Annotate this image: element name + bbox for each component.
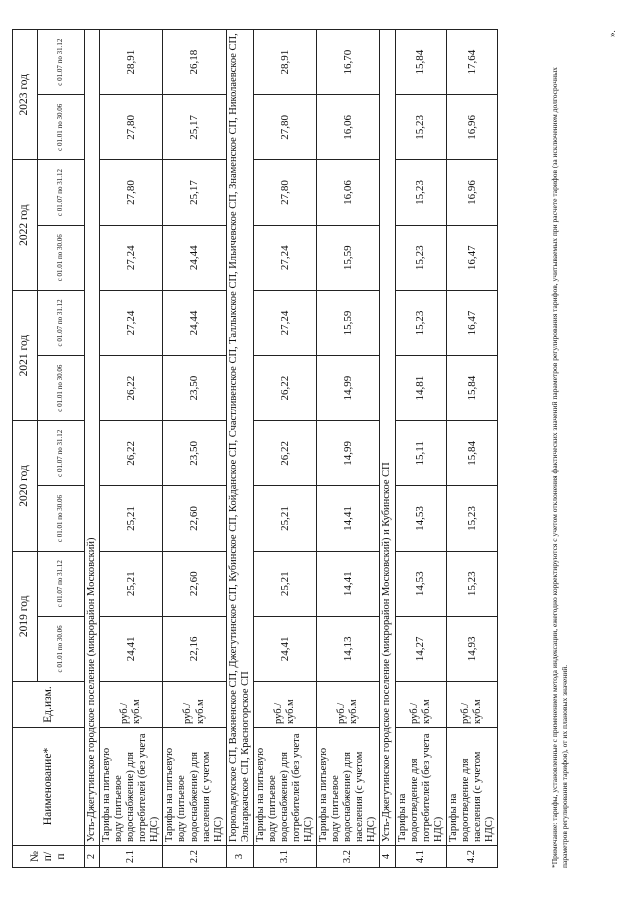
tariff-value: 16,47	[446, 225, 497, 290]
tariff-value: 26,22	[100, 421, 163, 486]
tariff-value: 15,23	[395, 95, 446, 160]
tariff-value: 15,59	[317, 290, 380, 355]
header-year: 2021 год	[13, 290, 38, 420]
tariff-value: 25,21	[253, 486, 316, 551]
row-number: 2	[85, 846, 100, 868]
tariff-value: 15,23	[395, 225, 446, 290]
footnote: *Примечание: тарифы, установленные с применением метода индексации, ежегодно корректируются с учетом отклонения фактических значений параметров регулирования тарифов, учитываемых при расчете тарифов (за исключением долгосрочных параметров регулирования тарифов), от их плановых значений.	[550, 67, 569, 868]
row-number: 4	[380, 846, 395, 868]
tariff-value: 24,41	[253, 616, 316, 681]
unit-cell: руб./куб.м	[100, 682, 163, 728]
tariff-value: 14,13	[317, 616, 380, 681]
tariff-table-body	[85, 30, 498, 868]
section-row	[380, 30, 395, 868]
tariff-value: 14,93	[446, 616, 497, 681]
tariff-value: 24,41	[100, 616, 163, 681]
tariff-value: 14,27	[395, 616, 446, 681]
tariff-name: Тарифы на водоотведение для потребителей (без учета НДС)	[395, 728, 446, 846]
row-number: 2.2	[163, 846, 226, 868]
tariff-name: Тарифы на питьевую воду (питьевое водоснабжение) для населения (с учетом НДС)	[317, 728, 380, 846]
tariff-name: Тарифы на питьевую воду (питьевое водоснабжение) для потребителей (без учета НДС)	[253, 728, 316, 846]
header-name: Наименование*	[13, 728, 85, 846]
row-number: 4.2	[446, 846, 497, 868]
tariff-row	[163, 30, 226, 868]
tariff-value: 14,99	[317, 421, 380, 486]
tariff-row	[317, 30, 380, 868]
tariff-value: 22,16	[163, 616, 226, 681]
tariff-value: 27,24	[253, 290, 316, 355]
tariff-value: 25,17	[163, 95, 226, 160]
tariff-value: 15,84	[395, 30, 446, 95]
header-period-second-half: с 01.07 по 31.12	[38, 290, 85, 355]
tariff-value: 24,44	[163, 225, 226, 290]
header-year: 2023 год	[13, 30, 38, 160]
unit-cell: руб./куб.м	[395, 682, 446, 728]
tariff-value: 22,60	[163, 551, 226, 616]
header-period-first-half: с 01.01 по 30.06	[38, 95, 85, 160]
tariff-value: 25,21	[253, 551, 316, 616]
tariff-value: 25,21	[100, 486, 163, 551]
tariff-value: 14,81	[395, 356, 446, 421]
header-year: 2022 год	[13, 160, 38, 290]
tariff-value: 14,53	[395, 486, 446, 551]
tariff-value: 27,80	[100, 160, 163, 225]
tariff-value: 23,50	[163, 356, 226, 421]
tariff-value: 26,22	[253, 421, 316, 486]
header-period-first-half: с 01.01 по 30.06	[38, 356, 85, 421]
unit-cell: руб./куб.м	[317, 682, 380, 728]
header-unit: Ед.изм.	[13, 682, 85, 728]
tariff-value: 16,06	[317, 95, 380, 160]
row-number: 4.1	[395, 846, 446, 868]
tariff-value: 27,80	[253, 95, 316, 160]
tariff-value: 15,84	[446, 421, 497, 486]
tariff-value: 16,06	[317, 160, 380, 225]
section-row	[226, 30, 253, 868]
tariff-value: 15,84	[446, 356, 497, 421]
tariff-value: 25,21	[100, 551, 163, 616]
row-number: 3	[226, 846, 253, 868]
tariff-row	[253, 30, 316, 868]
header-year: 2020 год	[13, 421, 38, 551]
unit-cell: руб./куб.м	[253, 682, 316, 728]
tariff-value: 14,41	[317, 486, 380, 551]
tariff-value: 16,70	[317, 30, 380, 95]
header-num: № п/п	[13, 846, 85, 868]
tariff-row	[395, 30, 446, 868]
section-row	[85, 30, 100, 868]
tariff-value: 26,22	[253, 356, 316, 421]
tariff-value: 14,41	[317, 551, 380, 616]
tariff-value: 17,64	[446, 30, 497, 95]
tariff-value: 15,11	[395, 421, 446, 486]
tariff-row	[100, 30, 163, 868]
tariff-value: 16,96	[446, 160, 497, 225]
tariff-table	[12, 29, 498, 868]
tariff-value: 15,23	[446, 551, 497, 616]
tariff-value: 23,50	[163, 421, 226, 486]
section-title: Усть-Джегутинское городское поселение (микрорайон Московский) и Кубинское СП	[380, 30, 395, 846]
tariff-value: 26,22	[100, 356, 163, 421]
header-period-second-half: с 01.07 по 31.12	[38, 421, 85, 486]
tariff-value: 22,60	[163, 486, 226, 551]
tariff-value: 27,80	[253, 160, 316, 225]
tariff-name: Тарифы на питьевую воду (питьевое водоснабжение) для потребителей (без учета НДС)	[100, 728, 163, 846]
section-title: Гюрюльдеукское СП, Важненское СП, Джегутинское СП, Кубинское СП, Койданское СП, Счастливенское СП, Таллыкское СП, Ильичевское СП, Знаменское СП, Николаевское СП, Эльтаркачское СП, Красногорское СП	[226, 30, 253, 846]
section-title: Усть-Джегутинское городское поселение (микрорайон Московский)	[85, 30, 100, 846]
tariff-value: 27,80	[100, 95, 163, 160]
tariff-value: 14,99	[317, 356, 380, 421]
tariff-value: 14,53	[395, 551, 446, 616]
header-period-second-half: с 01.07 по 31.12	[38, 30, 85, 95]
row-number: 3.1	[253, 846, 316, 868]
header-period-second-half: с 01.07 по 31.12	[38, 160, 85, 225]
row-number: 3.2	[317, 846, 380, 868]
tariff-value: 28,91	[100, 30, 163, 95]
unit-cell: руб./куб.м	[163, 682, 226, 728]
tariff-value: 28,91	[253, 30, 316, 95]
tariff-value: 27,24	[100, 290, 163, 355]
tariff-value: 24,44	[163, 290, 226, 355]
tariff-table-header	[13, 30, 85, 868]
header-period-second-half: с 01.07 по 31.12	[38, 551, 85, 616]
tariff-name: Тарифы на водоотведение для населения (с учетом НДС)	[446, 728, 497, 846]
unit-cell: руб./куб.м	[446, 682, 497, 728]
header-year: 2019 год	[13, 551, 38, 681]
tariff-value: 27,24	[100, 225, 163, 290]
header-period-first-half: с 01.01 по 30.06	[38, 225, 85, 290]
tariff-value: 15,23	[395, 160, 446, 225]
tariff-row	[446, 30, 497, 868]
tariff-value: 15,59	[317, 225, 380, 290]
row-number: 2.1	[100, 846, 163, 868]
tariff-value: 27,24	[253, 225, 316, 290]
tariff-value: 16,47	[446, 290, 497, 355]
tariff-value: 15,23	[446, 486, 497, 551]
header-period-first-half: с 01.01 по 30.06	[38, 486, 85, 551]
tariff-value: 16,96	[446, 95, 497, 160]
tariff-value: 25,17	[163, 160, 226, 225]
tariff-value: 26,18	[163, 30, 226, 95]
header-period-first-half: с 01.01 по 30.06	[38, 616, 85, 681]
tariff-name: Тарифы на питьевую воду (питьевое водоснабжение) для населения (с учетом НДС)	[163, 728, 226, 846]
tariff-value: 15,23	[395, 290, 446, 355]
closing-quote-mark: ».	[607, 30, 617, 37]
